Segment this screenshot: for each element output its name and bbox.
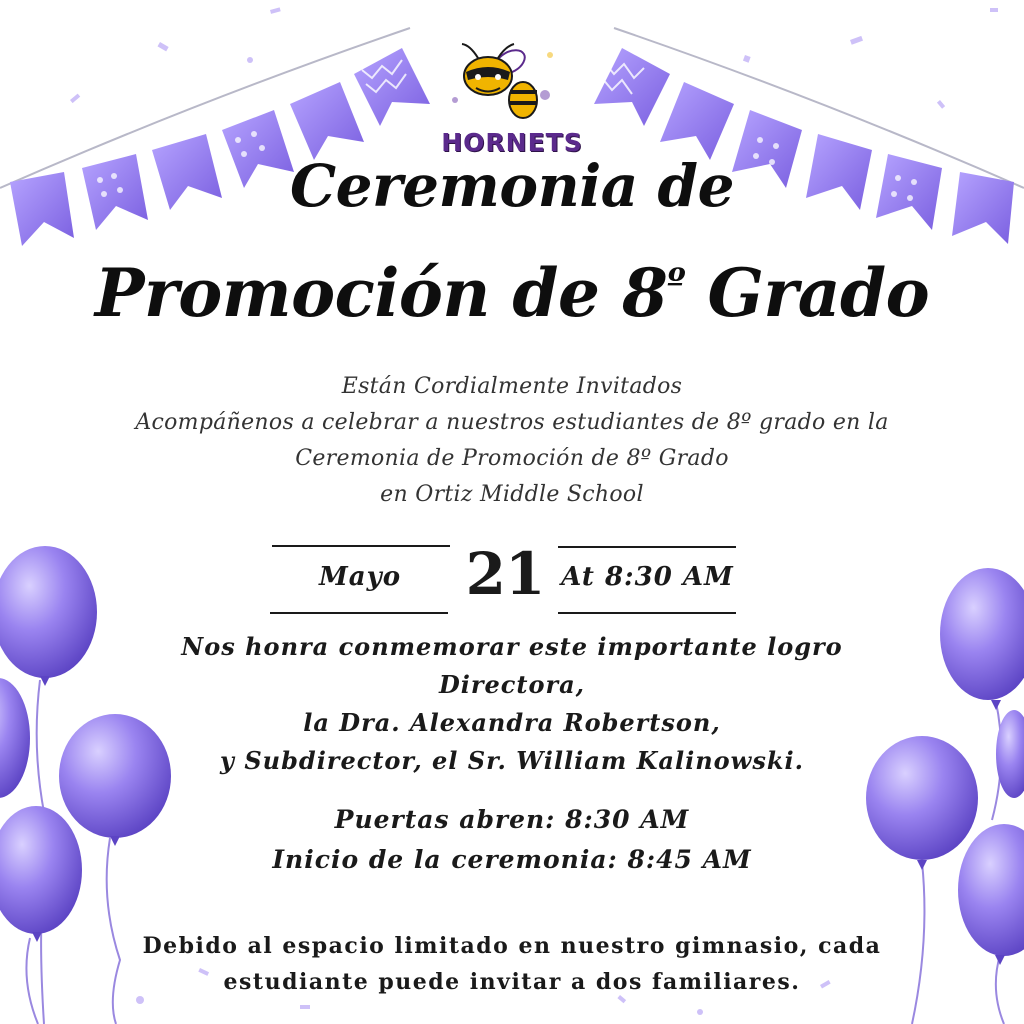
intro-line: Acompáñenos a celebrar a nuestros estudiantes de 8º grado en la xyxy=(135,410,889,435)
intro-line: Ceremonia de Promoción de 8º Grado xyxy=(295,446,729,471)
hornet-mascot-icon xyxy=(452,44,553,118)
honor-text xyxy=(0,628,1024,780)
ceremony-start-time: Inicio de la ceremonia: 8:45 AM xyxy=(272,845,752,874)
title-line-2-end: Grado xyxy=(685,254,930,332)
title-line-1: Ceremonia de xyxy=(289,152,734,220)
event-time: At 8:30 AM xyxy=(561,562,734,592)
event-month: Mayo xyxy=(318,562,402,592)
invitation-intro xyxy=(0,369,1024,513)
guest-limit-notice xyxy=(0,928,1024,1000)
divider-line xyxy=(272,545,450,547)
divider-line xyxy=(270,612,448,614)
honor-line: Nos honra conmemorar este importante logro xyxy=(181,632,843,661)
notice-line: estudiante puede invitar a dos familiares. xyxy=(223,969,801,995)
title-line-2 xyxy=(0,254,1024,332)
doors-open-time: Puertas abren: 8:30 AM xyxy=(334,805,690,834)
title-line-2-main: Promoción de 8 xyxy=(94,254,668,332)
intro-line: en Ortiz Middle School xyxy=(380,482,644,507)
title-ordinal-mark: º xyxy=(667,260,686,304)
intro-line: Están Cordialmente Invitados xyxy=(341,374,683,399)
school-logo-text: HORNETS xyxy=(441,128,583,157)
honor-line: y Subdirector, el Sr. William Kalinowski. xyxy=(220,746,804,775)
event-day: 21 xyxy=(465,540,545,608)
divider-line xyxy=(558,612,736,614)
honor-line: Directora, xyxy=(438,670,586,699)
notice-line: Debido al espacio limitado en nuestro gimnasio, cada xyxy=(142,933,882,959)
divider-line xyxy=(558,546,736,548)
honor-line: la Dra. Alexandra Robertson, xyxy=(303,708,721,737)
event-schedule xyxy=(0,800,1024,880)
